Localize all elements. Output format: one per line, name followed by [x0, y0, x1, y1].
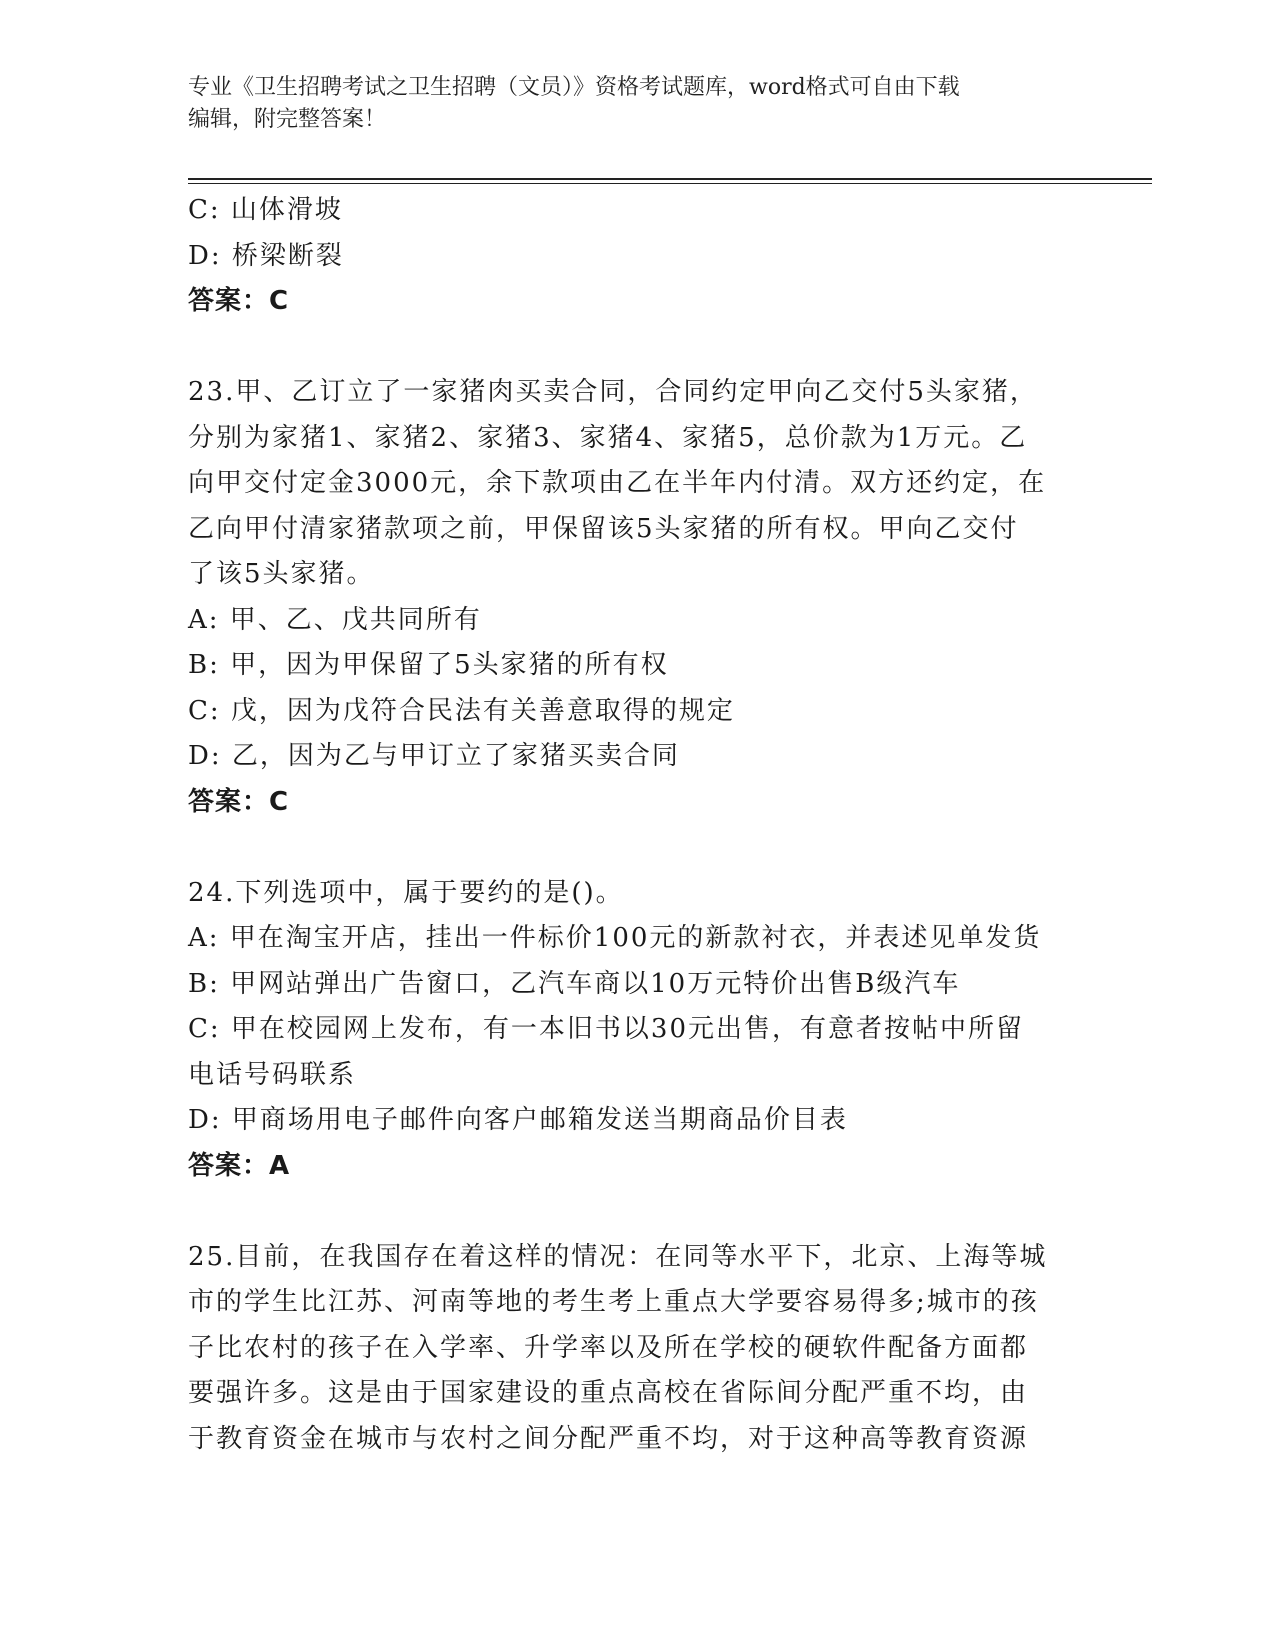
document-header	[188, 72, 1088, 136]
q23-option-a: A: 甲、乙、戊共同所有	[188, 604, 482, 635]
q24-option-d: D: 甲商场用电子邮件向客户邮箱发送当期商品价目表	[188, 1105, 848, 1135]
q23-stem-line: 23.甲、乙订立了一家猪肉买卖合同，合同约定甲向乙交付5头家猪，	[188, 377, 1038, 407]
q23-stem-line: 乙向甲付清家猪款项之前，甲保留该5头家猪的所有权。甲向乙交付	[188, 513, 1019, 544]
spacer	[188, 1189, 1088, 1235]
q23-answer: 答案：C	[188, 786, 290, 817]
q23-stem-line: 分别为家猪1、家猪2、家猪3、家猪4、家猪5，总价款为1万元。乙	[188, 422, 1028, 453]
q23-stem-line: 了该5头家猪。	[188, 559, 375, 589]
q25-stem-line: 25.目前，在我国存在着这样的情况：在同等水平下，北京、上海等城	[188, 1241, 1048, 1272]
q22-option-c: C: 山体滑坡	[188, 195, 343, 225]
header-line-2: 编辑，附完整答案！	[188, 107, 387, 132]
q22-answer: 答案：C	[188, 286, 290, 316]
q25-stem-line: 于教育资金在城市与农村之间分配严重不均，对于这种高等教育资源	[188, 1423, 1029, 1454]
q23-option-b: B: 甲，因为甲保留了5头家猪的所有权	[188, 650, 669, 680]
q24-option-c-line: 电话号码联系	[188, 1059, 357, 1090]
q23-stem-line: 向甲交付定金3000元，余下款项由乙在半年内付清。双方还约定，在	[188, 468, 1047, 498]
q24-option-c-line: C: 甲在校园网上发布，有一本旧书以30元出售，有意者按帖中所留	[188, 1014, 1025, 1044]
header-rule-thick	[188, 178, 1152, 180]
q23-option-c: C: 戊，因为戊符合民法有关善意取得的规定	[188, 695, 735, 726]
q24-answer: 答案：A	[188, 1150, 291, 1181]
question-content	[188, 188, 1088, 1462]
header-line-1: 专业《卫生招聘考试之卫生招聘（文员）》资格考试题库，word格式可自由下载	[188, 75, 960, 100]
spacer	[188, 825, 1088, 871]
q24-option-a: A: 甲在淘宝开店，挂出一件标价100元的新款衬衣，并表述见单发货	[188, 923, 1042, 953]
q25-stem-line: 市的学生比江苏、河南等地的考生考上重点大学要容易得多;城市的孩	[188, 1287, 1039, 1317]
header-rule-thin	[188, 183, 1152, 184]
spacer	[188, 325, 1088, 371]
q22-option-d: D: 桥梁断裂	[188, 240, 344, 271]
q24-option-b: B: 甲网站弹出广告窗口，乙汽车商以10万元特价出售B级汽车	[188, 968, 961, 999]
q23-option-d: D: 乙，因为乙与甲订立了家猪买卖合同	[188, 741, 680, 771]
q25-stem-line: 子比农村的孩子在入学率、升学率以及所在学校的硬软件配备方面都	[188, 1332, 1029, 1363]
q25-stem-line: 要强许多。这是由于国家建设的重点高校在省际间分配严重不均，由	[188, 1378, 1029, 1408]
q24-stem: 24.下列选项中，属于要约的是()。	[188, 877, 624, 908]
